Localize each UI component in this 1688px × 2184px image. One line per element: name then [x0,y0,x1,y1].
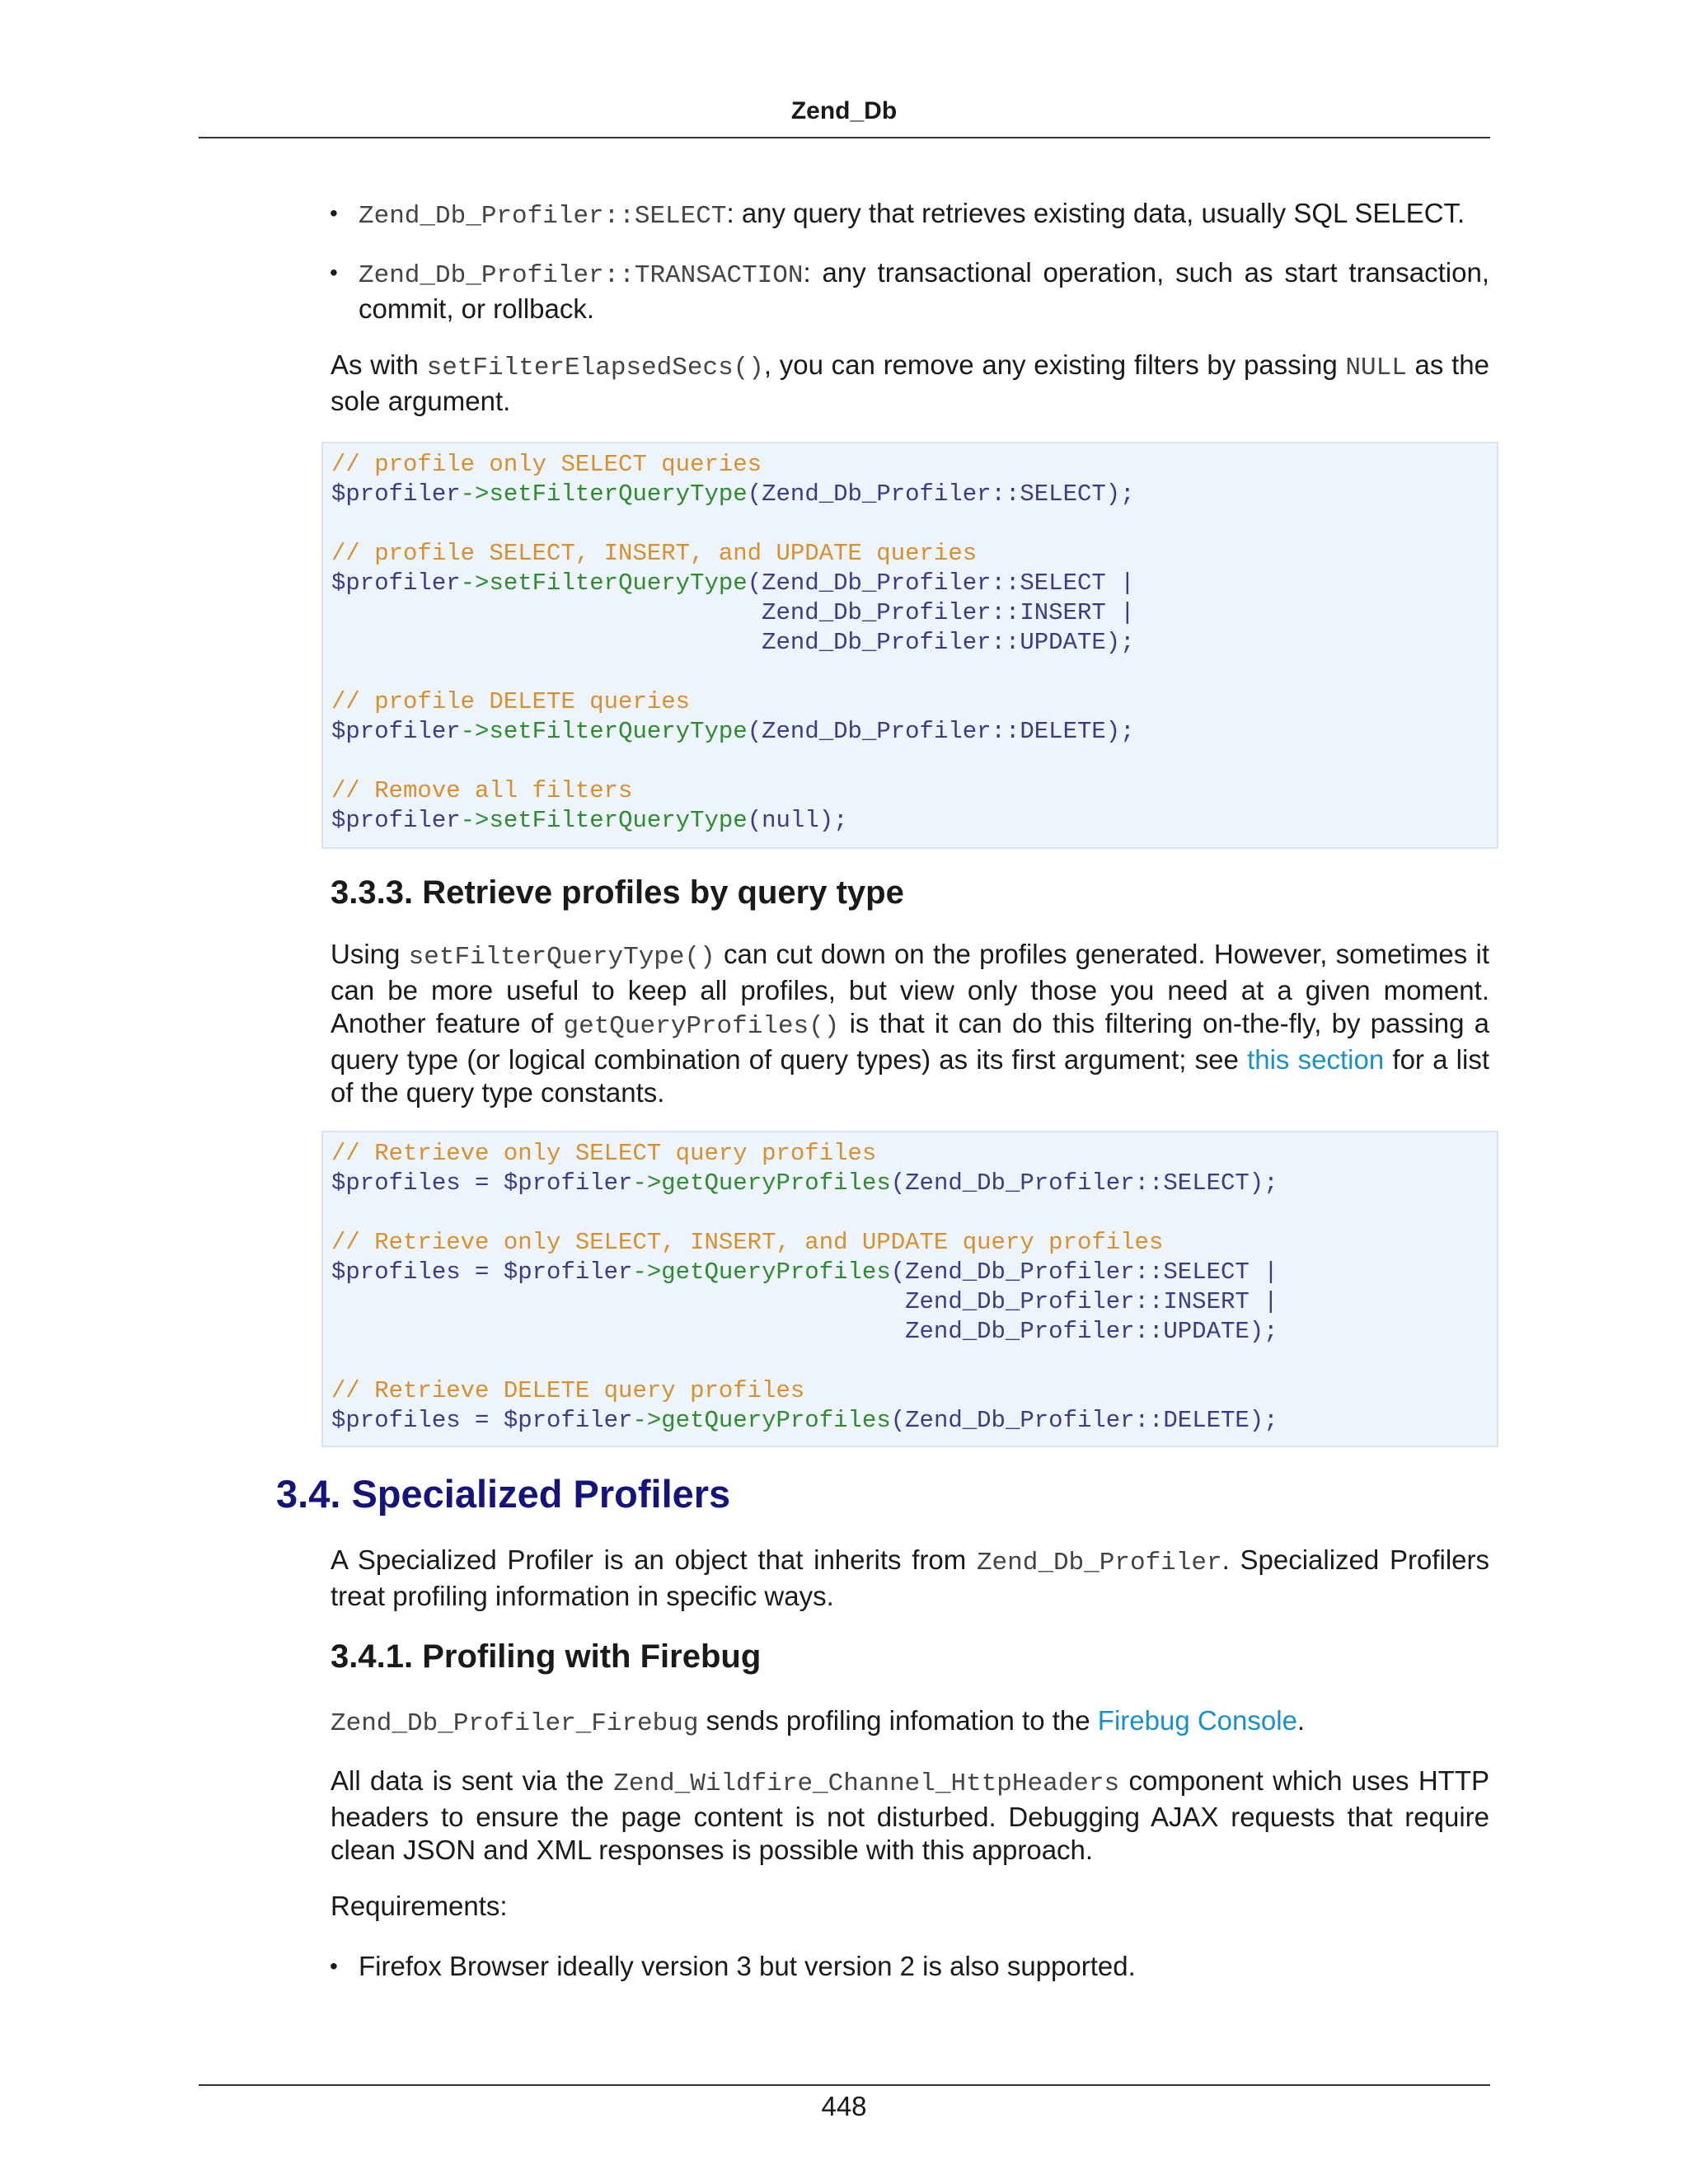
page-header-title: Zend_Db [790,97,898,124]
section-heading-3-3-3: 3.3.3. Retrieve profiles by query type [331,874,904,911]
code-block-get-query-profiles: // Retrieve only SELECT query profiles $profiles = $profiler->getQueryProfiles(Zend_Db_Profiler::SELECT); // Retrieve only SELECT, INSERT, and UPDATE query profiles $profiles = $profiler->getQueryProfiles(Zend_Db_Profiler::SELECT | Zend_Db_Profiler::INSERT | Zend_Db_Profiler::UPDATE); // Retrieve DELETE query profiles $profiles = $profiler->getQueryProfiles(Zend_Db_Profiler::DELETE); [321,1131,1498,1447]
bullet-marker: • [330,1953,338,1979]
bullet-marker: • [330,200,338,226]
paragraph-retrieve-profiles: Using setFilterQueryType() can cut down on the profiles generated. However, sometimes it can be more useful to keep all profiles, but view only those you need at a given moment. Another feature of getQueryProfiles() is that it can do this filtering on-the-fly, by passing a query type (or logical combination of query types) as its first argument; see this section for a list of the query type constants. [331,939,1489,1108]
paragraph-specialized-profilers: A Specialized Profiler is an object that inherits from Zend_Db_Profiler. Specialized Profilers treat profiling information in specific ways. [331,1544,1489,1611]
firebug-console-link[interactable]: Firebug Console [1097,1705,1297,1736]
section-heading-3-4-1: 3.4.1. Profiling with Firebug [331,1638,762,1675]
section-heading-3-4: 3.4. Specialized Profilers [276,1472,731,1516]
code-constant: Zend_Db_Profiler::SELECT [359,202,727,231]
code-constant: Zend_Db_Profiler::TRANSACTION [359,261,804,290]
bullet-select: Zend_Db_Profiler::SELECT: any query that retrieves existing data, usually SQL SELECT. [359,198,1465,231]
paragraph-wildfire-channel: All data is sent via the Zend_Wildfire_Channel_HttpHeaders component which uses HTTP headers to ensure the page content is not disturbed. Debugging AJAX requests that require clean JSON and XML responses is possible with this approach. [331,1765,1489,1865]
paragraph-remove-filters: As with setFilterElapsedSecs(), you can remove any existing filters by passing NULL as the sole argument. [331,349,1489,416]
bullet-firefox: Firefox Browser ideally version 3 but version 2 is also supported. [359,1951,1136,1981]
page-number: 448 [821,2091,867,2121]
this-section-link[interactable]: this section [1247,1044,1385,1075]
requirements-label: Requirements: [331,1891,508,1921]
footer-rule [199,2084,1490,2086]
paragraph-firebug-console: Zend_Db_Profiler_Firebug sends profiling infomation to the Firebug Console. [331,1705,1306,1738]
bullet-marker: • [330,260,338,285]
header-rule [199,137,1490,138]
bullet-transaction: Zend_Db_Profiler::TRANSACTION: any transactional operation, such as start transaction, commit, or rollback. [359,257,1489,324]
code-block-filter-query-type: // profile only SELECT queries $profiler->setFilterQueryType(Zend_Db_Profiler::SELECT); // profile SELECT, INSERT, and UPDATE queries $profiler->setFilterQueryType(Zend_Db_Profiler::SELECT | Zend_Db_Profiler::INSERT | Zend_Db_Profiler::UPDATE); // profile DELETE queries $profiler->setFilterQueryType(Zend_Db_Profiler::DELETE); // Remove all filters $profiler->setFilterQueryType(null); [321,442,1498,849]
